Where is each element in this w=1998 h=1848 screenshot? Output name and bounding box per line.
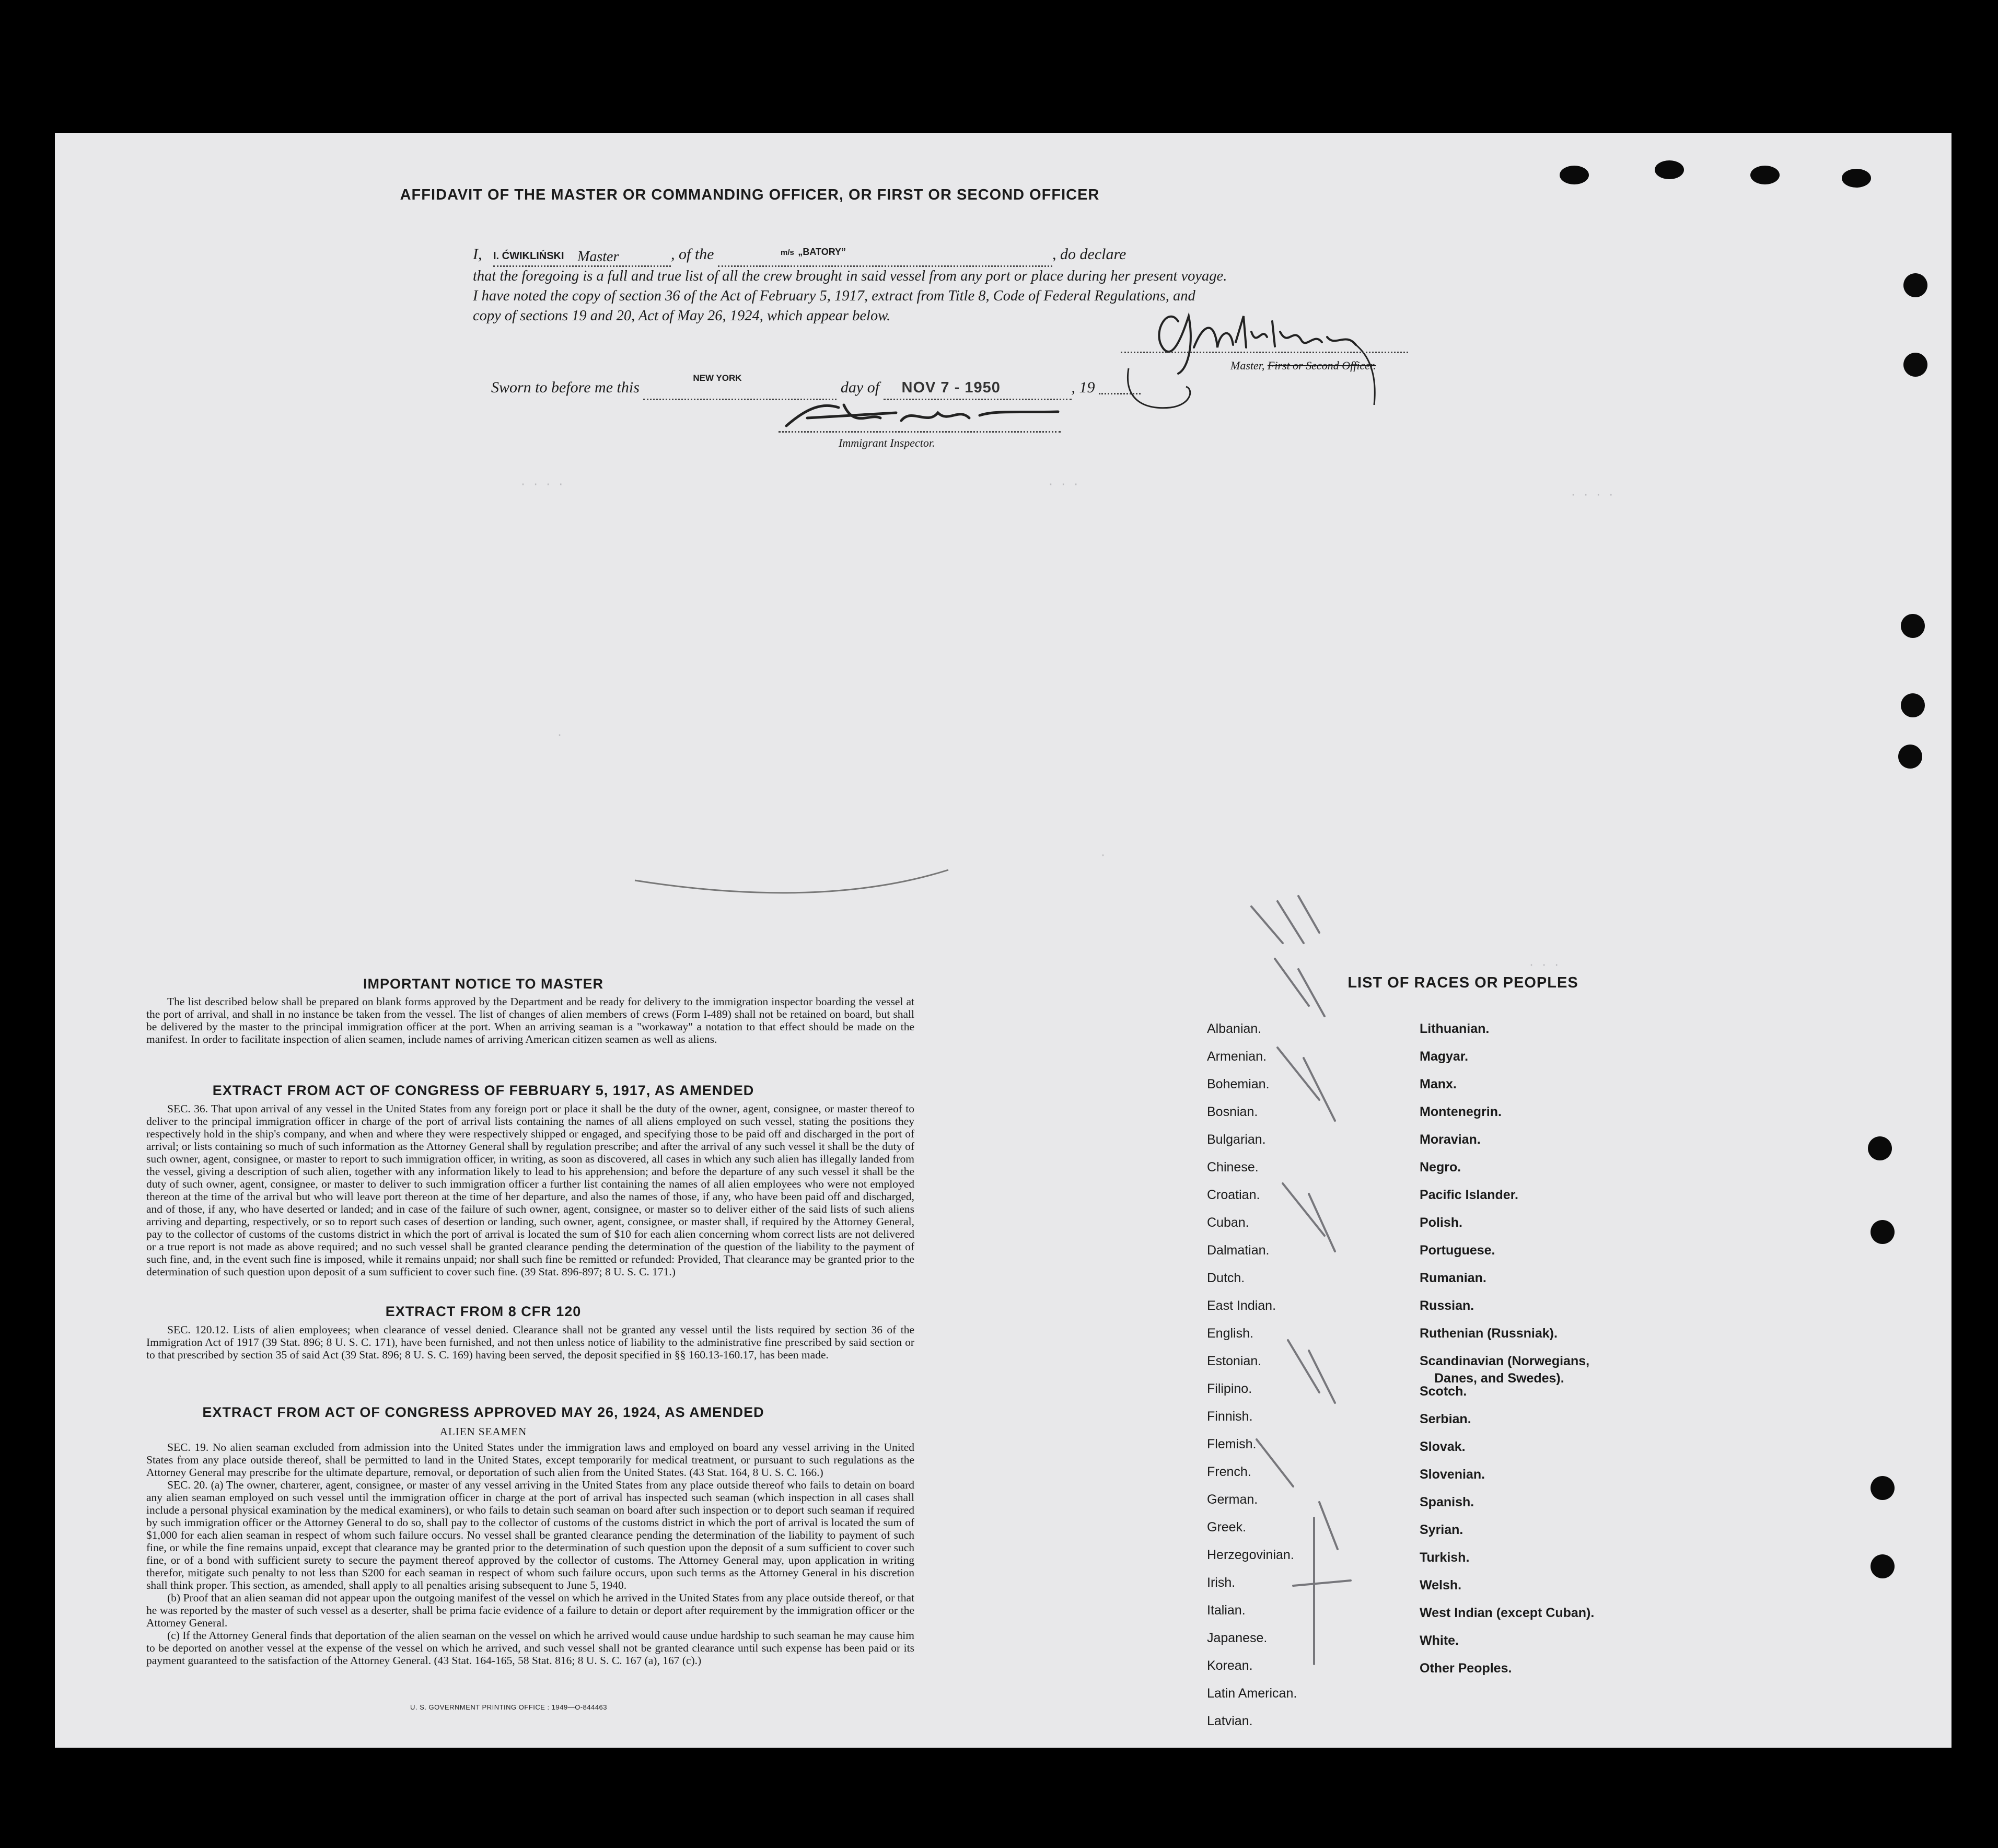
race-item: Bosnian.: [1207, 1105, 1258, 1119]
race-item: Ruthenian (Russniak).: [1420, 1326, 1558, 1341]
race-item: Japanese.: [1207, 1631, 1268, 1645]
race-item: Other Peoples.: [1420, 1661, 1512, 1676]
sworn-date-stamp: NOV 7 - 1950: [901, 379, 1001, 396]
notice-title: IMPORTANT NOTICE TO MASTER: [363, 976, 603, 992]
punch-hole: [1871, 1554, 1895, 1578]
races-title: LIST OF RACES OR PEOPLES: [1348, 974, 1578, 991]
affidavit-declaration-line: [473, 246, 1518, 265]
notice-text: The list described below shall be prepared on blank forms approved by the Department and be ready for delivery to the immigration inspector boarding the vessel at the port of arrival, and shall in no instance be taken from the vessel. The list of changes of alien members of crews (Form I-489) shall not be retained on board, but shall be delivered by the master to the principal immigration officer at the port. When an arriving seaman is a "workaway" a notation to that effect should be made on the manifest. In order to facilitate inspection of alien seamen, include names of arriving American citizen seamen as well as aliens.: [146, 995, 914, 1045]
race-item: French.: [1207, 1465, 1251, 1479]
sec-20b-text: (b) Proof that an alien seaman did not appear upon the outgoing manifest of the vessel on which he arrived in the United States from any place outside thereof, or that he was reported by the master of such vessel as a deserter, shall be prima facie evidence of a failure to detain or deport after requirement by the immigration officer or the Attorney General.: [146, 1591, 914, 1629]
race-item: Bulgarian.: [1207, 1132, 1266, 1147]
race-item: Flemish.: [1207, 1437, 1257, 1451]
statement-line-2: that the foregoing is a full and true list of all the crew brought in said vessel from any port or place during her present voyage.: [473, 268, 1227, 284]
race-item: Moravian.: [1420, 1132, 1481, 1147]
race-item: Turkish.: [1420, 1550, 1470, 1565]
race-item: White.: [1420, 1633, 1459, 1648]
punch-hole: [1871, 1476, 1895, 1500]
race-item: Italian.: [1207, 1603, 1246, 1618]
race-item: Montenegrin.: [1420, 1105, 1502, 1119]
race-item: Estonian.: [1207, 1354, 1262, 1368]
punch-hole: [1868, 1136, 1892, 1160]
race-item: Rumanian.: [1420, 1271, 1486, 1285]
race-item: Slovenian.: [1420, 1467, 1485, 1482]
race-item: Armenian.: [1207, 1049, 1267, 1064]
declarant-name: I. ĆWIKLIŃSKI: [493, 250, 564, 262]
inspector-caption: Immigrant Inspector.: [839, 436, 935, 449]
inspector-signature: [776, 397, 1068, 434]
race-item: Scandinavian (Norwegians,: [1420, 1354, 1590, 1368]
race-item: Croatian.: [1207, 1188, 1260, 1202]
race-item: Pacific Islander.: [1420, 1188, 1518, 1202]
race-item: Albanian.: [1207, 1021, 1262, 1036]
punch-hole: [1903, 353, 1927, 377]
bleed-through: · · · ·: [1570, 489, 1614, 501]
race-item: Herzegovinian.: [1207, 1548, 1294, 1562]
race-item: Scotch.: [1420, 1384, 1467, 1399]
do-declare-text: , do declare: [1052, 246, 1126, 263]
affidavit-title: AFFIDAVIT OF THE MASTER OR COMMANDING OFFICER, OR FIRST OR SECOND OFFICER: [400, 187, 1100, 203]
race-item: West Indian (except Cuban).: [1420, 1606, 1595, 1621]
race-item: Cuban.: [1207, 1215, 1249, 1230]
master-signature-line: [1121, 352, 1408, 353]
year-prefix: , 19: [1071, 379, 1095, 396]
race-item: Syrian.: [1420, 1522, 1463, 1538]
declarant-rank: Master: [577, 249, 619, 265]
vessel-name: „BATORY”: [798, 247, 846, 257]
race-item: Latin American.: [1207, 1686, 1297, 1701]
extract-1924-title: EXTRACT FROM ACT OF CONGRESS APPROVED MAY 26, 1924, AS AMENDED: [202, 1404, 764, 1420]
bleed-through: ·: [1100, 849, 1107, 862]
inspector-signature-line: [779, 431, 1061, 433]
signature-caption-master: Master,: [1230, 359, 1265, 372]
pencil-curve: [630, 865, 954, 906]
extract-1924-body: [146, 1441, 914, 1667]
race-item: Korean.: [1207, 1658, 1253, 1673]
race-item: Russian.: [1420, 1298, 1474, 1313]
statement-line-4: copy of sections 19 and 20, Act of May 26, 1924, which appear below.: [473, 308, 891, 324]
signature-caption-struck: First or Second Officer.: [1267, 359, 1376, 372]
sec-19-text: SEC. 19. No alien seaman excluded from admission into the United States under the immigration laws and employed on board any vessel arriving in the United States from any place outside thereof, shall be permitted to land in the United States, except temporarily for medical treatment, or pursuant to such regulations as the Attorney General may prescribe for the ultimate departure, removal, or deportation of such alien from the United States. (43 Stat. 164, 8 U. S. C. 166.): [146, 1441, 914, 1479]
race-item: Danes, and Swedes).: [1434, 1371, 1564, 1386]
punch-hole: [1901, 693, 1925, 717]
race-item: Finnish.: [1207, 1409, 1253, 1424]
race-item: Negro.: [1420, 1160, 1461, 1175]
race-item: Magyar.: [1420, 1049, 1469, 1064]
declaration-prefix: I,: [473, 246, 482, 263]
race-item: Spanish.: [1420, 1495, 1474, 1510]
extract-1917-text: SEC. 36. That upon arrival of any vessel in the United States from any foreign port or place it shall be the duty of the owner, agent, consignee, or master thereof to deliver to the principal immigration officer in charge of the port of arrival lists containing the names of all aliens employed on such vessel, stating the positions they respectively hold in the ship's company, and when and where they were respectively shipped or engaged, and specifying those to be paid off and discharged in the port of arrival; or lists containing so much of such information as the Attorney General shall by regulation prescribe; and after the arrival of any such vessel it shall be the duty of such owner, agent, consignee, or master to report to such immigration officer, in writing, as soon as discovered, all cases in which any such alien has illegally landed from the vessel, giving a description of such alien, together with any information likely to lead to his apprehension; and before the departure of any such vessel it shall be the duty of such owner, agent, consignee, or master to deliver to such immigration officer a further list containing the names of all alien employees who were not employed thereon at the time of the arrival but who will leave port thereon at the time of her departure, and also the names of those, if any, who have been paid off and discharged, and of those, if any, who have deserted or landed; and in case of the failure of such owner, agent, consignee, or master so to deliver either of the said lists of such aliens arriving and departing, respectively, or so to report such cases of desertion or landing, such owner, agent, consignee, or master shall, if required by the Attorney General, pay to the collector of customs of the customs district in which the port of arrival is located the sum of $10 for each alien concerning whom correct lists are not delivered or a true report is not made as above required; and no such vessel shall be granted clearance pending the determination of the question of the liability to the payment of such fine, and, in the event such fine is imposed, while it remains unpaid; nor shall such fine be remitted or refunded: Provided, That clearance may be granted prior to the determination of such question upon deposit of a sum sufficient to cover such fine. (39 Stat. 896-897; 8 U. S. C. 171.): [146, 1102, 914, 1278]
punch-hole: [1898, 745, 1922, 769]
statement-line-3: I have noted the copy of section 36 of the Act of February 5, 1917, extract from Title 8, Code of Federal Regulations, and: [473, 288, 1195, 304]
punch-hole: [1903, 273, 1927, 297]
race-item: East Indian.: [1207, 1298, 1276, 1313]
race-item: Greek.: [1207, 1520, 1247, 1535]
bleed-through: ·: [556, 729, 563, 741]
bleed-through: · · · ·: [520, 478, 564, 491]
race-item: Latvian.: [1207, 1714, 1253, 1728]
sworn-place: NEW YORK: [693, 373, 742, 383]
sworn-date-flourish: [1123, 363, 1197, 426]
race-item: Dutch.: [1207, 1271, 1245, 1285]
race-item: Portuguese.: [1420, 1243, 1495, 1258]
alien-seamen-subtitle: ALIEN SEAMEN: [439, 1425, 527, 1438]
sworn-line: [491, 373, 1141, 398]
punch-hole: [1750, 166, 1780, 184]
race-item: Bohemian.: [1207, 1077, 1270, 1091]
race-item: Dalmatian.: [1207, 1243, 1270, 1258]
printer-line: U. S. GOVERNMENT PRINTING OFFICE : 1949—O-844463: [410, 1703, 608, 1711]
race-item: Lithuanian.: [1420, 1021, 1490, 1036]
race-item: Welsh.: [1420, 1578, 1462, 1593]
race-item: Serbian.: [1420, 1412, 1471, 1427]
sec-20a-text: SEC. 20. (a) The owner, charterer, agent, consignee, or master of any vessel arriving in the United States from any place outside thereof who fails to detain on board any alien seaman employed on such vessel until the immigration officer in charge at the port of arrival has inspected such seaman (which inspection in all cases shall include a personal physical examination by the medical examiners), or who fails to detain such seaman on board after such inspection or to deport such seaman if required by such immigration officer or the Attorney General to do so, shall pay to the collector of customs of the customs district in which the port of arrival is located the sum of $1,000 for each alien seaman in respect of whom such failure occurs. No vessel shall be granted clearance pending the determination of the liability to payment of such fine, or while the fine remains unpaid, except that clearance may be granted prior to the determination of such question upon the deposit of a sum sufficient to cover such fine, or of a bond with sufficient surety to secure the payment thereof approved by the collector of customs. The Attorney General may, upon application in writing therefor, mitigate such penalty to not less than $200 for each seaman in respect of whom such failure occurs, upon such terms as the Attorney General in his discretion shall think proper. This section, as amended, shall apply to all penalties arising subsequent to June 5, 1940.: [146, 1479, 914, 1591]
punch-hole: [1560, 166, 1589, 184]
punch-hole: [1871, 1220, 1895, 1244]
bleed-through: · · ·: [1528, 959, 1560, 971]
of-the-text: , of the: [671, 246, 714, 263]
extract-1917-title: EXTRACT FROM ACT OF CONGRESS OF FEBRUARY 5, 1917, AS AMENDED: [212, 1083, 754, 1098]
race-item: German.: [1207, 1492, 1258, 1507]
race-item: Slovak.: [1420, 1439, 1466, 1455]
bleed-through: · · ·: [1048, 478, 1079, 491]
punch-hole: [1655, 160, 1684, 179]
race-item: Chinese.: [1207, 1160, 1259, 1175]
race-item: Polish.: [1420, 1215, 1462, 1230]
race-item: Irish.: [1207, 1575, 1236, 1590]
signature-caption: [1230, 359, 1376, 373]
vessel-prefix: m/s: [781, 248, 794, 257]
race-item: English.: [1207, 1326, 1253, 1341]
sec-20c-text: (c) If the Attorney General finds that deportation of the alien seaman on the vessel on which he arrived would cause undue hardship to such seaman he may cause him to be deported on another vessel at the expense of the vessel on which he arrived, and such vessel shall not be granted clearance until such expense has been paid or its payment guaranteed to the satisfaction of the Attorney General. (43 Stat. 164-165, 58 Stat. 816; 8 U. S. C. 167 (a), 167 (c).): [146, 1629, 914, 1667]
cfr-title: EXTRACT FROM 8 CFR 120: [385, 1304, 582, 1319]
cfr-text: SEC. 120.12. Lists of alien employees; when clearance of vessel denied. Clearance shall not be granted any vessel until the lists required by section 36 of the Immigration Act of 1917 (39 Stat. 896; 8 U. S. C. 171), have been furnished, and not then unless notice of liability to the administrative fine prescribed by said section or to that prescribed by section 35 of said Act (39 Stat. 896; 8 U. S. C. 169) having been served, the deposit specified in §§ 160.13-160.17, has been made.: [146, 1323, 914, 1361]
sworn-prefix: Sworn to before me this: [491, 379, 640, 396]
punch-hole: [1842, 169, 1871, 188]
document-page: [55, 133, 1951, 1748]
race-item: Manx.: [1420, 1077, 1457, 1091]
punch-hole: [1901, 614, 1925, 638]
race-item: Filipino.: [1207, 1381, 1252, 1396]
day-of-text: day of: [840, 379, 880, 396]
